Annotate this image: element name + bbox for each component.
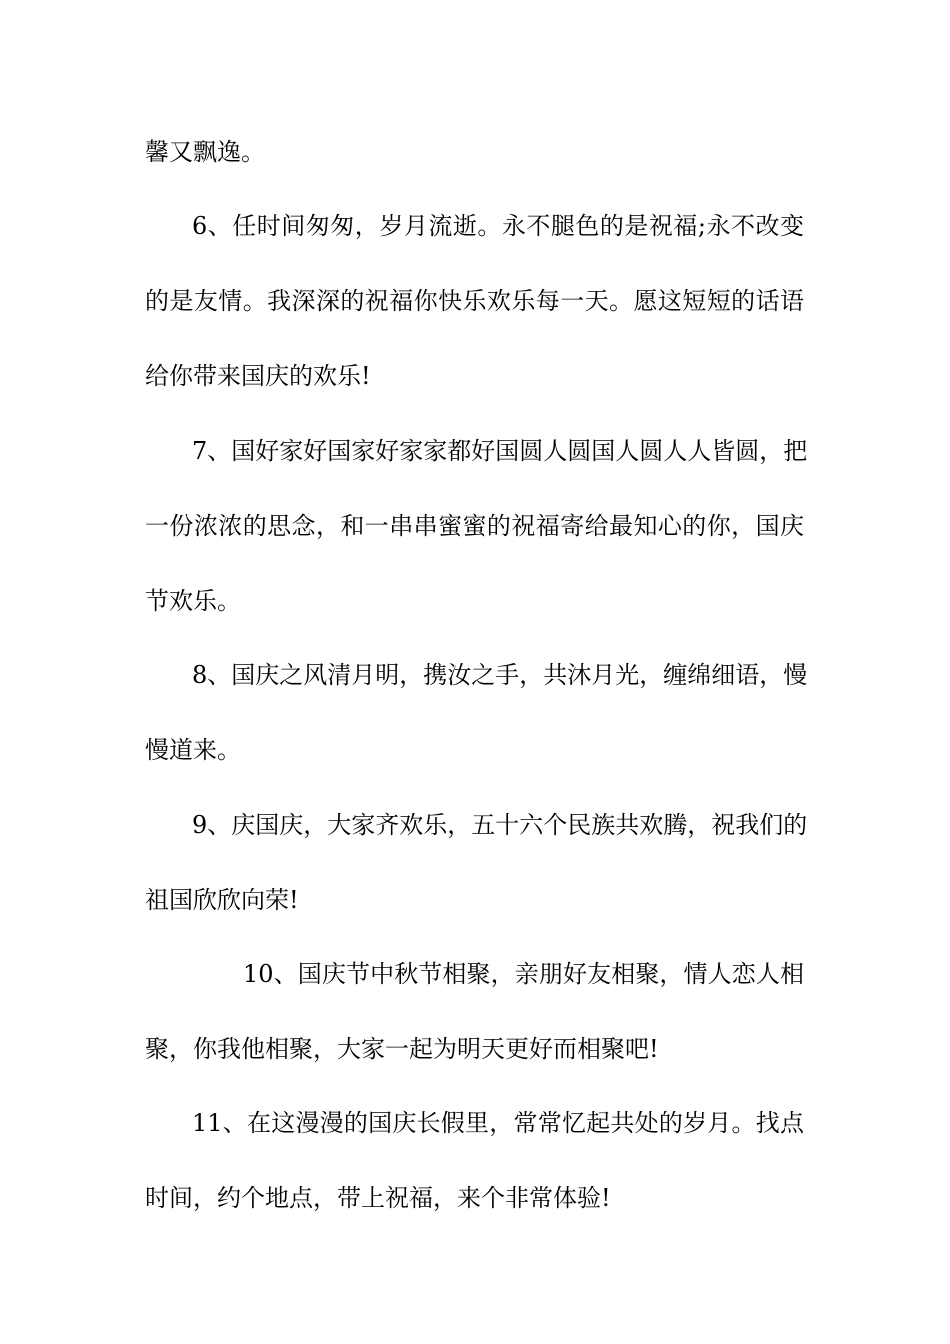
paragraph-9-line-2: 祖国欣欣向荣!	[145, 886, 299, 914]
paragraph-8-line-1: 8、国庆之风清月明，携汝之手，共沐月光，缠绵细语，慢	[192, 661, 808, 689]
paragraph-6-line-3: 给你带来国庆的欢乐!	[145, 362, 371, 390]
paragraph-6-line-1: 6、任时间匆匆，岁月流逝。永不腿色的是祝福;永不改变	[192, 212, 804, 240]
paragraph-11-line-2: 时间，约个地点，带上祝福，来个非常体验!	[145, 1184, 611, 1212]
paragraph-11-line-1: 11、在这漫漫的国庆长假里，常常忆起共处的岁月。找点	[192, 1109, 804, 1137]
paragraph-7-line-2: 一份浓浓的思念，和一串串蜜蜜的祝福寄给最知心的你，国庆	[145, 512, 804, 540]
paragraph-10-line-2: 聚，你我他相聚，大家一起为明天更好而相聚吧!	[145, 1035, 659, 1063]
paragraph-10-line-1: 10、国庆节中秋节相聚，亲朋好友相聚，情人恋人相	[243, 960, 804, 988]
paragraph-8-line-2: 慢道来。	[145, 736, 241, 764]
paragraph-7-line-3: 节欢乐。	[145, 587, 241, 615]
paragraph-7-line-1: 7、国好家好国家好家家都好国圆人圆国人圆人人皆圆，把	[192, 437, 808, 465]
paragraph-6-line-2: 的是友情。我深深的祝福你快乐欢乐每一天。愿这短短的话语	[145, 287, 804, 315]
paragraph-9-line-1: 9、庆国庆，大家齐欢乐，五十六个民族共欢腾，祝我们的	[192, 811, 808, 839]
text-line: 馨又飘逸。	[145, 138, 265, 166]
